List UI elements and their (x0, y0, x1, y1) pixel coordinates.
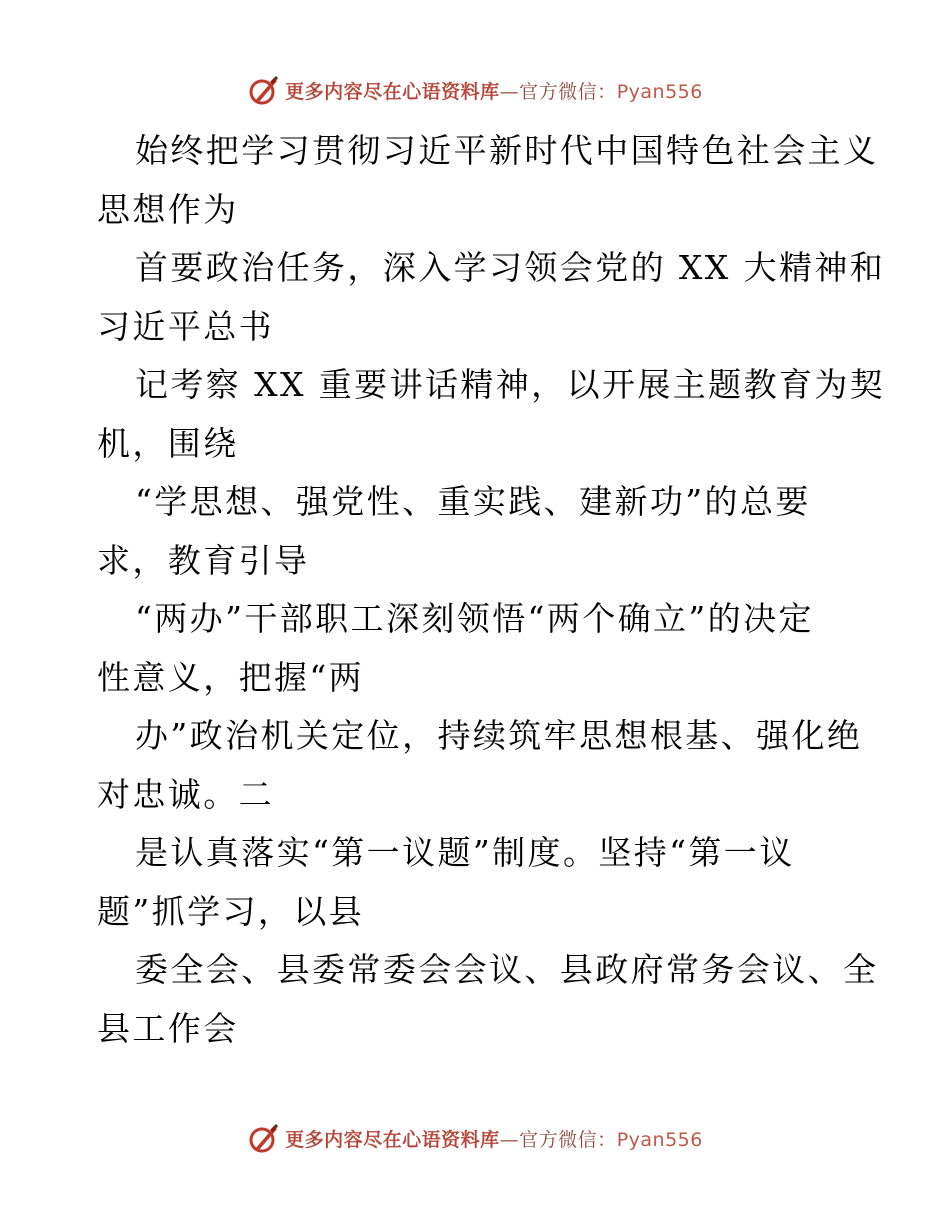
body-line: 性意义，把握“两 (97, 657, 365, 697)
document-body (97, 122, 886, 1058)
header-brand-text: 更多内容尽在心语资料库 (285, 80, 500, 103)
quill-pen-logo-icon (247, 73, 281, 107)
body-line: 习近平总书 (97, 306, 274, 346)
header-wechat-label: 官方微信： (519, 80, 617, 103)
footer-banner-text (285, 1125, 703, 1152)
footer-banner-inner (247, 1121, 703, 1155)
body-line: 委全会、县委常委会会议、县政府常务会议、全 (135, 950, 879, 989)
body-line: 办”政治机关定位，持续筑牢思想根基、强化绝 (135, 716, 863, 755)
body-line: 是认真落实“第一议题”制度。坚持“第一议 (135, 833, 795, 872)
footer-banner (0, 1118, 950, 1158)
header-banner-text (285, 77, 703, 104)
header-banner (0, 70, 950, 110)
body-line: 机，围绕 (97, 423, 239, 463)
body-line: 记考察 XX 重要讲话精神，以开展主题教育为契 (135, 365, 886, 404)
body-line: 求，教育引导 (97, 540, 310, 580)
body-line: 首要政治任务，深入学习领会党的 XX 大精神和 (135, 248, 886, 287)
footer-brand-text: 更多内容尽在心语资料库 (285, 1128, 500, 1151)
body-line: “学思想、强党性、重实践、建新功”的总要 (135, 482, 811, 521)
body-line: 始终把学习贯彻习近平新时代中国特色社会主义 (135, 131, 879, 170)
body-line: 题”抓学习，以县 (97, 891, 365, 931)
body-line: 思想作为 (97, 189, 239, 229)
header-wechat-id: Pyan556 (616, 80, 703, 103)
footer-separator: — (499, 1128, 520, 1151)
header-separator: — (499, 80, 520, 103)
body-line: 对忠诚。二 (97, 774, 274, 814)
quill-pen-logo-icon (247, 1121, 281, 1155)
footer-wechat-label: 官方微信： (519, 1128, 617, 1151)
header-banner-inner (247, 73, 703, 107)
body-line: “两办”干部职工深刻领悟“两个确立”的决定 (135, 599, 814, 638)
body-line: 县工作会 (97, 1008, 239, 1048)
footer-wechat-id: Pyan556 (616, 1128, 703, 1151)
